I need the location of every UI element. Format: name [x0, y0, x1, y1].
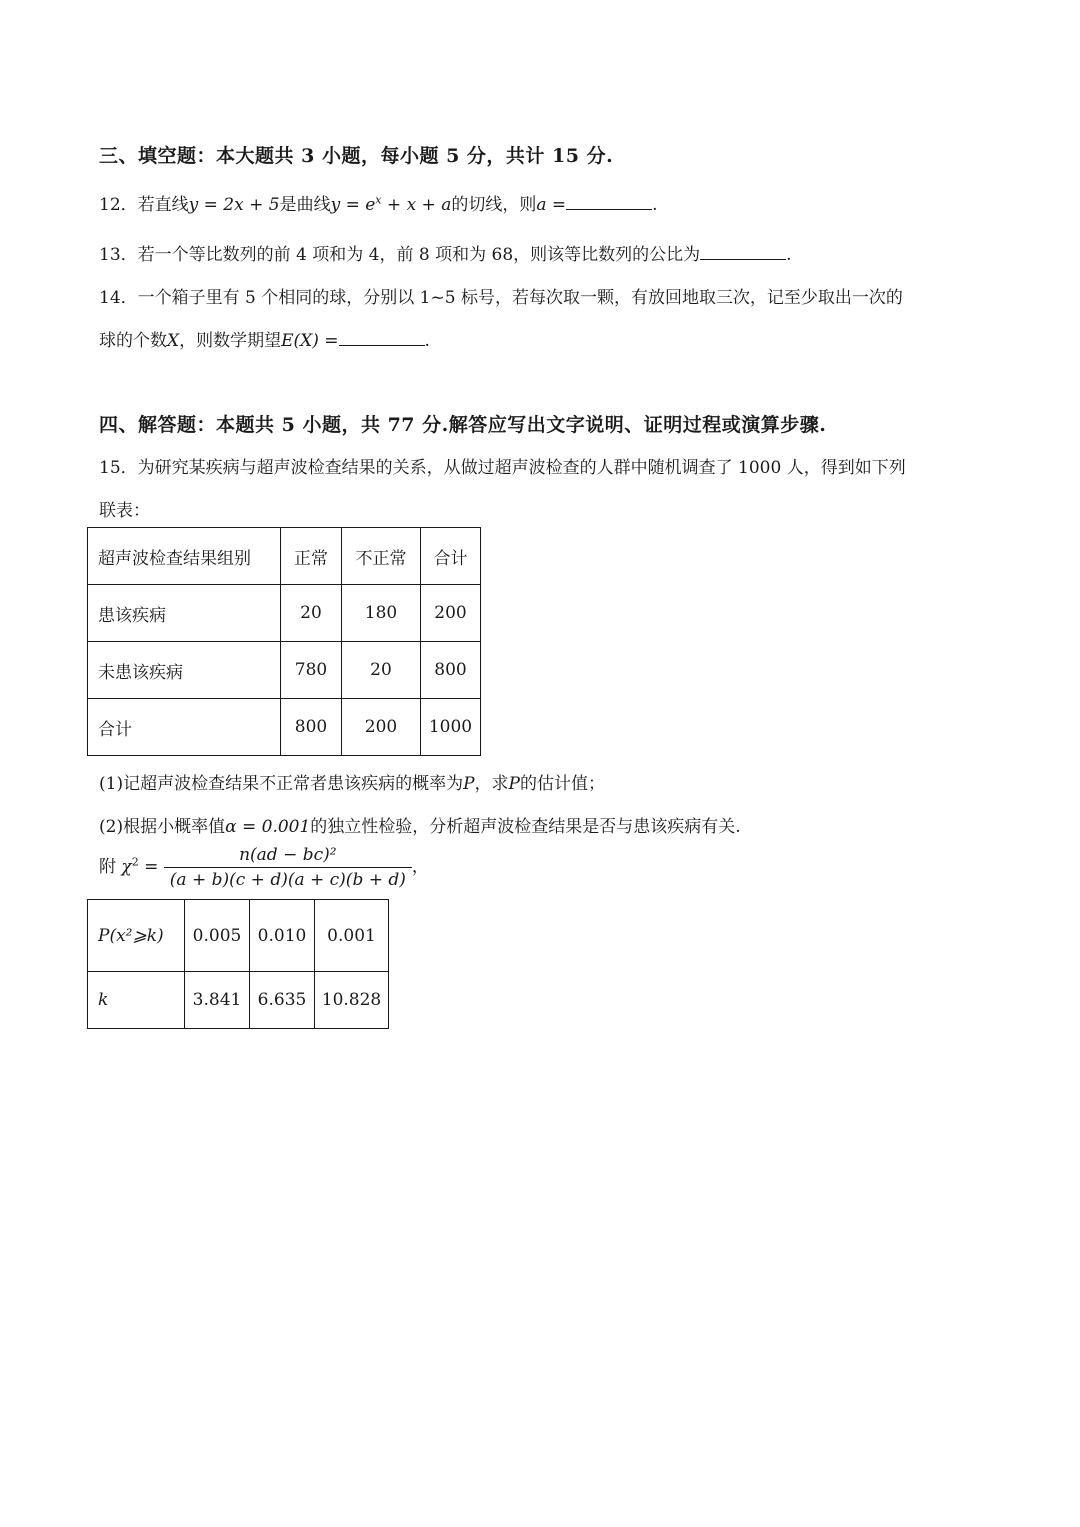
table-cell: 200 [342, 699, 421, 756]
table-row [88, 642, 481, 699]
question-15-line-2: 联表： [99, 501, 150, 521]
table-cell: 200 [421, 585, 481, 642]
table-cell: 患该疾病 [88, 585, 281, 642]
chi-fraction [164, 845, 412, 890]
table-cell: 0.005 [185, 900, 250, 972]
table-header-row [88, 528, 481, 585]
q14-text-b: ，则数学期望 [179, 331, 282, 351]
table-cell: 1000 [421, 699, 481, 756]
q14-end: . [424, 331, 430, 351]
table-row [88, 699, 481, 756]
appendix-label: 附 [99, 857, 116, 877]
table-header-cell: 正常 [281, 528, 342, 585]
chi-numerator: n(ad − bc)² [164, 845, 412, 868]
table-header-cell: 超声波检查结果组别 [88, 528, 281, 585]
table-header-cell: 合计 [421, 528, 481, 585]
q14-text-a: 球的个数 [99, 331, 167, 351]
question-14-line-1: 14．一个箱子里有 5 个相同的球，分别以 1~5 标号，若每次取一颗，有放回地取三次，记至少取出一次的 [99, 288, 903, 308]
table-cell: 780 [281, 642, 342, 699]
table-cell: 800 [281, 699, 342, 756]
chi-square-formula [99, 845, 429, 890]
table-cell: 未患该疾病 [88, 642, 281, 699]
part1-var-p: P [463, 774, 475, 794]
chi-denominator: (a + b)(c + d)(a + c)(b + d) [169, 870, 406, 890]
table-cell: 20 [342, 642, 421, 699]
table-cell: 6.635 [250, 972, 315, 1029]
question-12 [99, 190, 658, 215]
table-cell: 合计 [88, 699, 281, 756]
table-cell: 800 [421, 642, 481, 699]
q12-text-b: 是曲线 [279, 195, 331, 215]
part2-alpha: α = 0.001 [225, 817, 311, 837]
q12-end: . [652, 195, 658, 215]
question-15-line-1: 15．为研究某疾病与超声波检查结果的关系，从做过超声波检查的人群中随机调查了 1000 人，得到如下列 [99, 458, 906, 478]
table-cell: 180 [342, 585, 421, 642]
chi-superscript: 2 [131, 855, 139, 869]
table-cell: k [88, 972, 185, 1029]
q12-curve-formula-b: + x + a [381, 195, 452, 215]
section-4-heading: 四、解答题：本题共 5 小题，共 77 分.解答应写出文字说明、证明过程或演算步骤. [99, 414, 827, 436]
part1-text-c: 的估计值； [520, 774, 605, 794]
q13-end: . [786, 245, 792, 265]
q13-text: 13．若一个等比数列的前 4 项和为 4，前 8 项和为 68，则该等比数列的公比为 [99, 245, 701, 265]
part1-var-p2: P [508, 774, 520, 794]
chi-equals: = [138, 857, 159, 877]
part1-text-a: (1)记超声波检查结果不正常者患该疾病的概率为 [99, 774, 464, 794]
q15-part-2 [99, 812, 741, 837]
contingency-table [87, 527, 481, 756]
table-row [88, 972, 389, 1029]
part2-text-a: (2)根据小概率值 [99, 817, 226, 837]
q14-var-x: X [167, 331, 180, 351]
q12-number: 12． [99, 195, 138, 215]
table-cell: P(x²⩾k) [88, 900, 185, 972]
table-cell: 20 [281, 585, 342, 642]
q14-answer-blank[interactable] [339, 329, 425, 346]
q12-curve-formula-a: y = e [330, 195, 376, 215]
part1-text-b: ，求 [474, 774, 509, 794]
q12-answer-blank[interactable] [566, 193, 652, 210]
question-13 [99, 240, 792, 265]
critical-value-table [87, 899, 389, 1029]
q12-curve-exponent: x [375, 193, 382, 207]
table-row [88, 585, 481, 642]
q14-expectation: E(X) = [281, 331, 339, 351]
table-header-cell: 不正常 [342, 528, 421, 585]
q12-text-a: 若直线 [137, 195, 189, 215]
q12-answer-var: a = [536, 195, 567, 215]
table-cell: 0.010 [250, 900, 315, 972]
chi-symbol: χ [121, 857, 132, 877]
chi-comma: ， [411, 857, 429, 877]
table-cell: 0.001 [315, 900, 389, 972]
q15-part-1 [99, 769, 605, 794]
part2-text-b: 的独立性检验，分析超声波检查结果是否与患该疾病有关. [310, 817, 741, 837]
table-cell: 3.841 [185, 972, 250, 1029]
table-row [88, 900, 389, 972]
question-14-line-2 [99, 326, 430, 351]
q12-line-formula: y = 2x + 5 [188, 195, 280, 215]
section-3-heading: 三、填空题：本大题共 3 小题，每小题 5 分，共计 15 分. [99, 145, 614, 167]
q12-text-c: 的切线，则 [451, 195, 537, 215]
q13-answer-blank[interactable] [700, 243, 786, 260]
table-cell: 10.828 [315, 972, 389, 1029]
